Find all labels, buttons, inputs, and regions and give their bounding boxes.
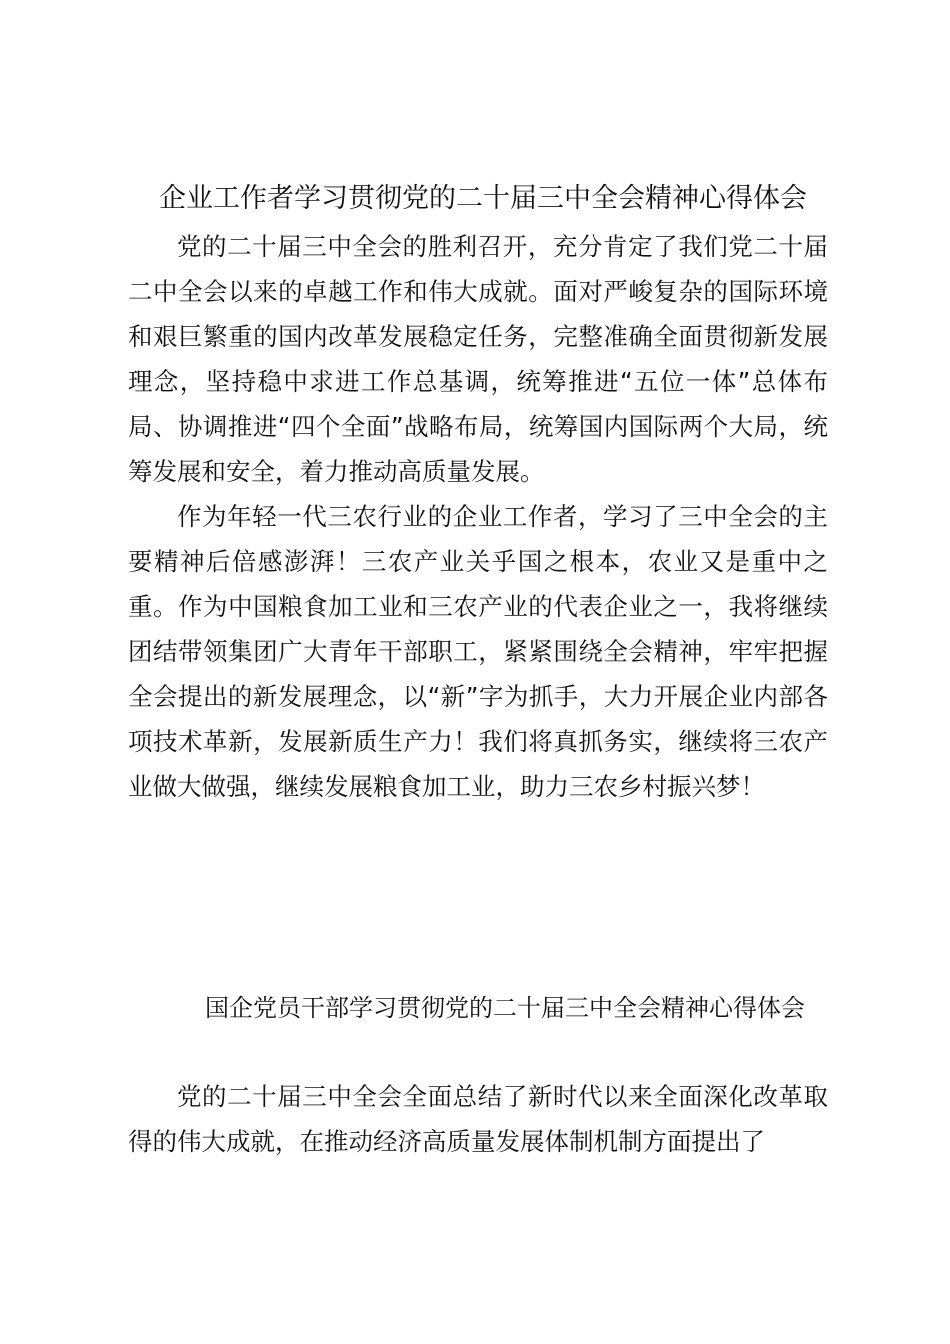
- article-body-2: [128, 1074, 828, 1164]
- paragraph: 党的二十届三中全会的胜利召开，充分肯定了我们党二十届二中全会以来的卓越工作和伟大成就。面对严峻复杂的国际环境和艰巨繁重的国内改革发展稳定任务，完整准确全面贯彻新发展理念，坚持稳中求进工作总基调，统筹推进“五位一体”总体布局、协调推进“四个全面”战略布局，统筹国内国际两个大局，统筹发展和安全，着力推动高质量发展。: [128, 232, 828, 486]
- article-body-1: [128, 224, 828, 809]
- paragraph: 作为年轻一代三农行业的企业工作者，学习了三中全会的主要精神后倍感澎湃！三农产业关乎国之根本，农业又是重中之重。作为中国粮食加工业和三农产业的代表企业之一，我将继续团结带领集团广大青年干部职工，紧紧围绕全会精神，牢牢把握全会提出的新发展理念，以“新”字为抓手，大力开展企业内部各项技术革新，发展新质生产力！我们将真抓务实，继续将三农产业做大做强，继续发展粮食加工业，助力三农乡村振兴梦！: [128, 502, 828, 801]
- article-title-2: 国企党员干部学习贯彻党的二十届三中全会精神心得体会: [205, 994, 805, 1022]
- article-title-1: 企业工作者学习贯彻党的二十届三中全会精神心得体会: [159, 183, 807, 214]
- paragraph: 党的二十届三中全会全面总结了新时代以来全面深化改革取得的伟大成就，在推动经济高质量发展体制机制方面提出了: [128, 1082, 828, 1156]
